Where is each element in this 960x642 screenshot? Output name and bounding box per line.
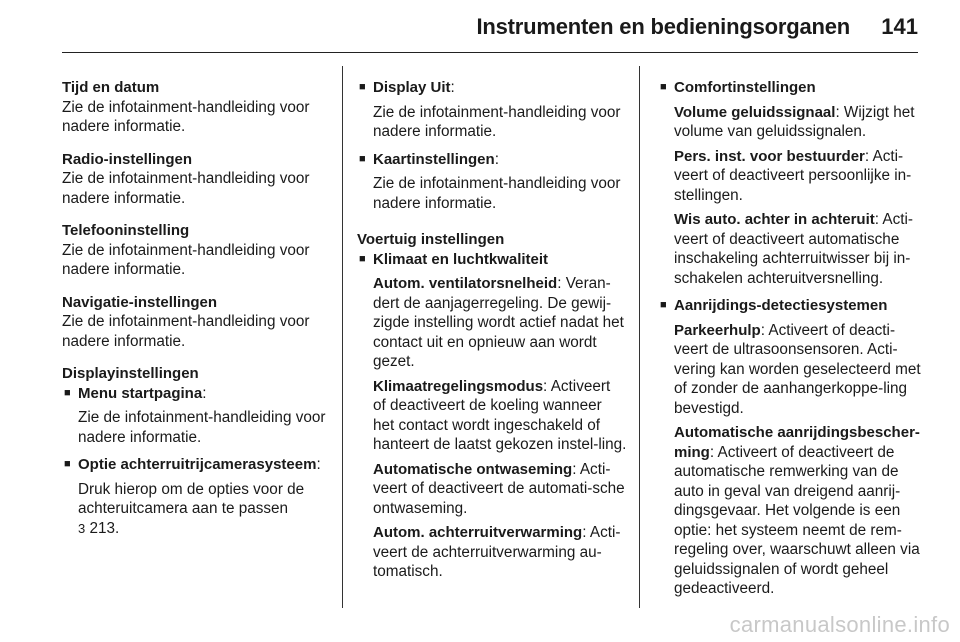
setting-text: : Activeert of deactiveert de koeling wanneer het contact wordt ingeschakeld of hanteert de laatst gekozen instel-ling. (373, 377, 627, 453)
setting-paragraph (373, 274, 627, 372)
item-label: Aanrijdings-detectiesystemen (674, 297, 888, 314)
setting-term: Autom. ventilatorsnelheid (373, 275, 558, 292)
item-text-container (62, 480, 334, 539)
setting-paragraph (674, 103, 926, 142)
item-label: Kaartinstellingen (373, 150, 495, 168)
setting-text: : Activeert of deactiveert de automatische remwerking van de auto in geval van dreigend aanrij-dingsgevaar. Het volgende is een optie: het systeem neemt de rem-regeling over, waarschuwt alleen via geluidssignalen of wordt geheel gedeactiveerd. (674, 443, 920, 597)
setting-term: Volume geluidssignaal (674, 103, 836, 121)
setting-term: Parkeerhulp (674, 321, 761, 339)
setting-paragraph (373, 460, 627, 519)
setting-paragraph (674, 147, 926, 206)
section-title: Telefooninstelling (62, 222, 190, 239)
section-time-date (62, 78, 334, 137)
section-radio (62, 150, 334, 209)
section-text: Zie de infotainment-handleiding voor nadere informatie. (62, 313, 310, 350)
item-text: Druk hierop om de opties voor de achteruitcamera aan te passen (78, 480, 305, 517)
section-text: Zie de infotainment-handleiding voor nadere informatie. (62, 241, 310, 278)
page-header (62, 0, 918, 53)
item-suffix: : (316, 456, 321, 473)
section-navigation (62, 293, 334, 352)
item-text: Zie de infotainment-handleiding voor nadere informatie. (78, 409, 326, 446)
item-suffix: : (494, 150, 499, 168)
section-title: Navigatie-instellingen (62, 293, 218, 311)
section-title: Radio-instellingen (62, 150, 193, 168)
section-title: Tijd en datum (62, 79, 160, 96)
item-label: Klimaat en luchtkwaliteit (373, 250, 549, 268)
setting-term: Autom. achterruitverwarming (373, 524, 583, 541)
column-divider (639, 66, 640, 608)
setting-paragraph (674, 423, 926, 599)
item-label: Comfortinstellingen (674, 79, 816, 96)
column-1 (62, 78, 334, 551)
item-body (658, 103, 926, 289)
setting-text: : Activeert of deacti-veert de ultrasoonsensoren. Acti-vering kan worden geselecteerd met of zonder de aanhangerkoppe-ling bevestigd. (674, 321, 921, 417)
list-item (62, 455, 334, 475)
section-phone (62, 221, 334, 280)
setting-term: Automatische ontwaseming (373, 460, 573, 478)
section-title: Voertuig instellingen (357, 231, 505, 248)
item-body (357, 274, 627, 582)
section-text: Zie de infotainment-handleiding voor nadere informatie. (62, 170, 310, 207)
page-reference[interactable]: 213. (85, 519, 120, 537)
column-divider (342, 66, 343, 608)
arrow-icon: 3 (78, 520, 86, 536)
setting-term: Pers. inst. voor bestuurder (674, 147, 865, 165)
item-body (658, 321, 926, 599)
setting-paragraph (373, 523, 627, 582)
setting-paragraph (674, 210, 926, 288)
setting-paragraph (674, 321, 926, 419)
item-label: Menu startpagina (78, 384, 203, 402)
item-text: Zie de infotainment-handleiding voor nadere informatie. (373, 103, 621, 140)
page-title: Instrumenten en bedieningsorganen (476, 14, 850, 39)
setting-paragraph (373, 377, 627, 455)
watermark: carmanualsonline.info (729, 612, 950, 637)
setting-text: : Acti-veert of deactiveert automatische inschakeling achterruitwisser bij in-schakelen achteruitversnelling. (674, 211, 913, 287)
section-text: Zie de infotainment-handleiding voor nadere informatie. (62, 98, 310, 135)
column-2 (357, 78, 627, 587)
setting-term: Klimaatregelingsmodus (373, 377, 544, 395)
page-number: 141 (881, 14, 918, 39)
item-text: Zie de infotainment-handleiding voor nadere informatie. (373, 175, 621, 212)
item-label: Display Uit (373, 79, 451, 96)
list-item (357, 78, 627, 98)
column-3 (658, 78, 926, 604)
list-item (62, 384, 334, 404)
item-label: Optie achterruitrijcamerasysteem (78, 456, 317, 473)
setting-text: : Veran-dert de aanjagerregeling. De gewij-zigde instelling wordt actief nadat het contact uit en opnieuw aan wordt gezet. (373, 275, 624, 370)
list-item (658, 296, 926, 316)
setting-term: Automatische aanrijdingsbescher-ming (674, 424, 920, 461)
setting-text: : Acti-veert de achterruitverwarming au-tomatisch. (373, 524, 621, 580)
setting-text: : Acti-veert of deactiveert de automati-sche ontwaseming. (373, 460, 625, 517)
setting-text: : Wijzigt het volume van geluidssignalen. (674, 103, 915, 140)
list-item (357, 150, 627, 170)
item-suffix: : (450, 79, 455, 96)
list-item (658, 78, 926, 98)
section-display (62, 364, 334, 538)
section-title: Displayinstellingen (62, 365, 199, 382)
setting-text: : Acti-veert of deactiveert persoonlijke in-stellingen. (674, 147, 912, 204)
item-suffix: : (202, 384, 207, 402)
list-item (357, 250, 627, 270)
setting-term: Wis auto. achter in achteruit (674, 211, 875, 228)
